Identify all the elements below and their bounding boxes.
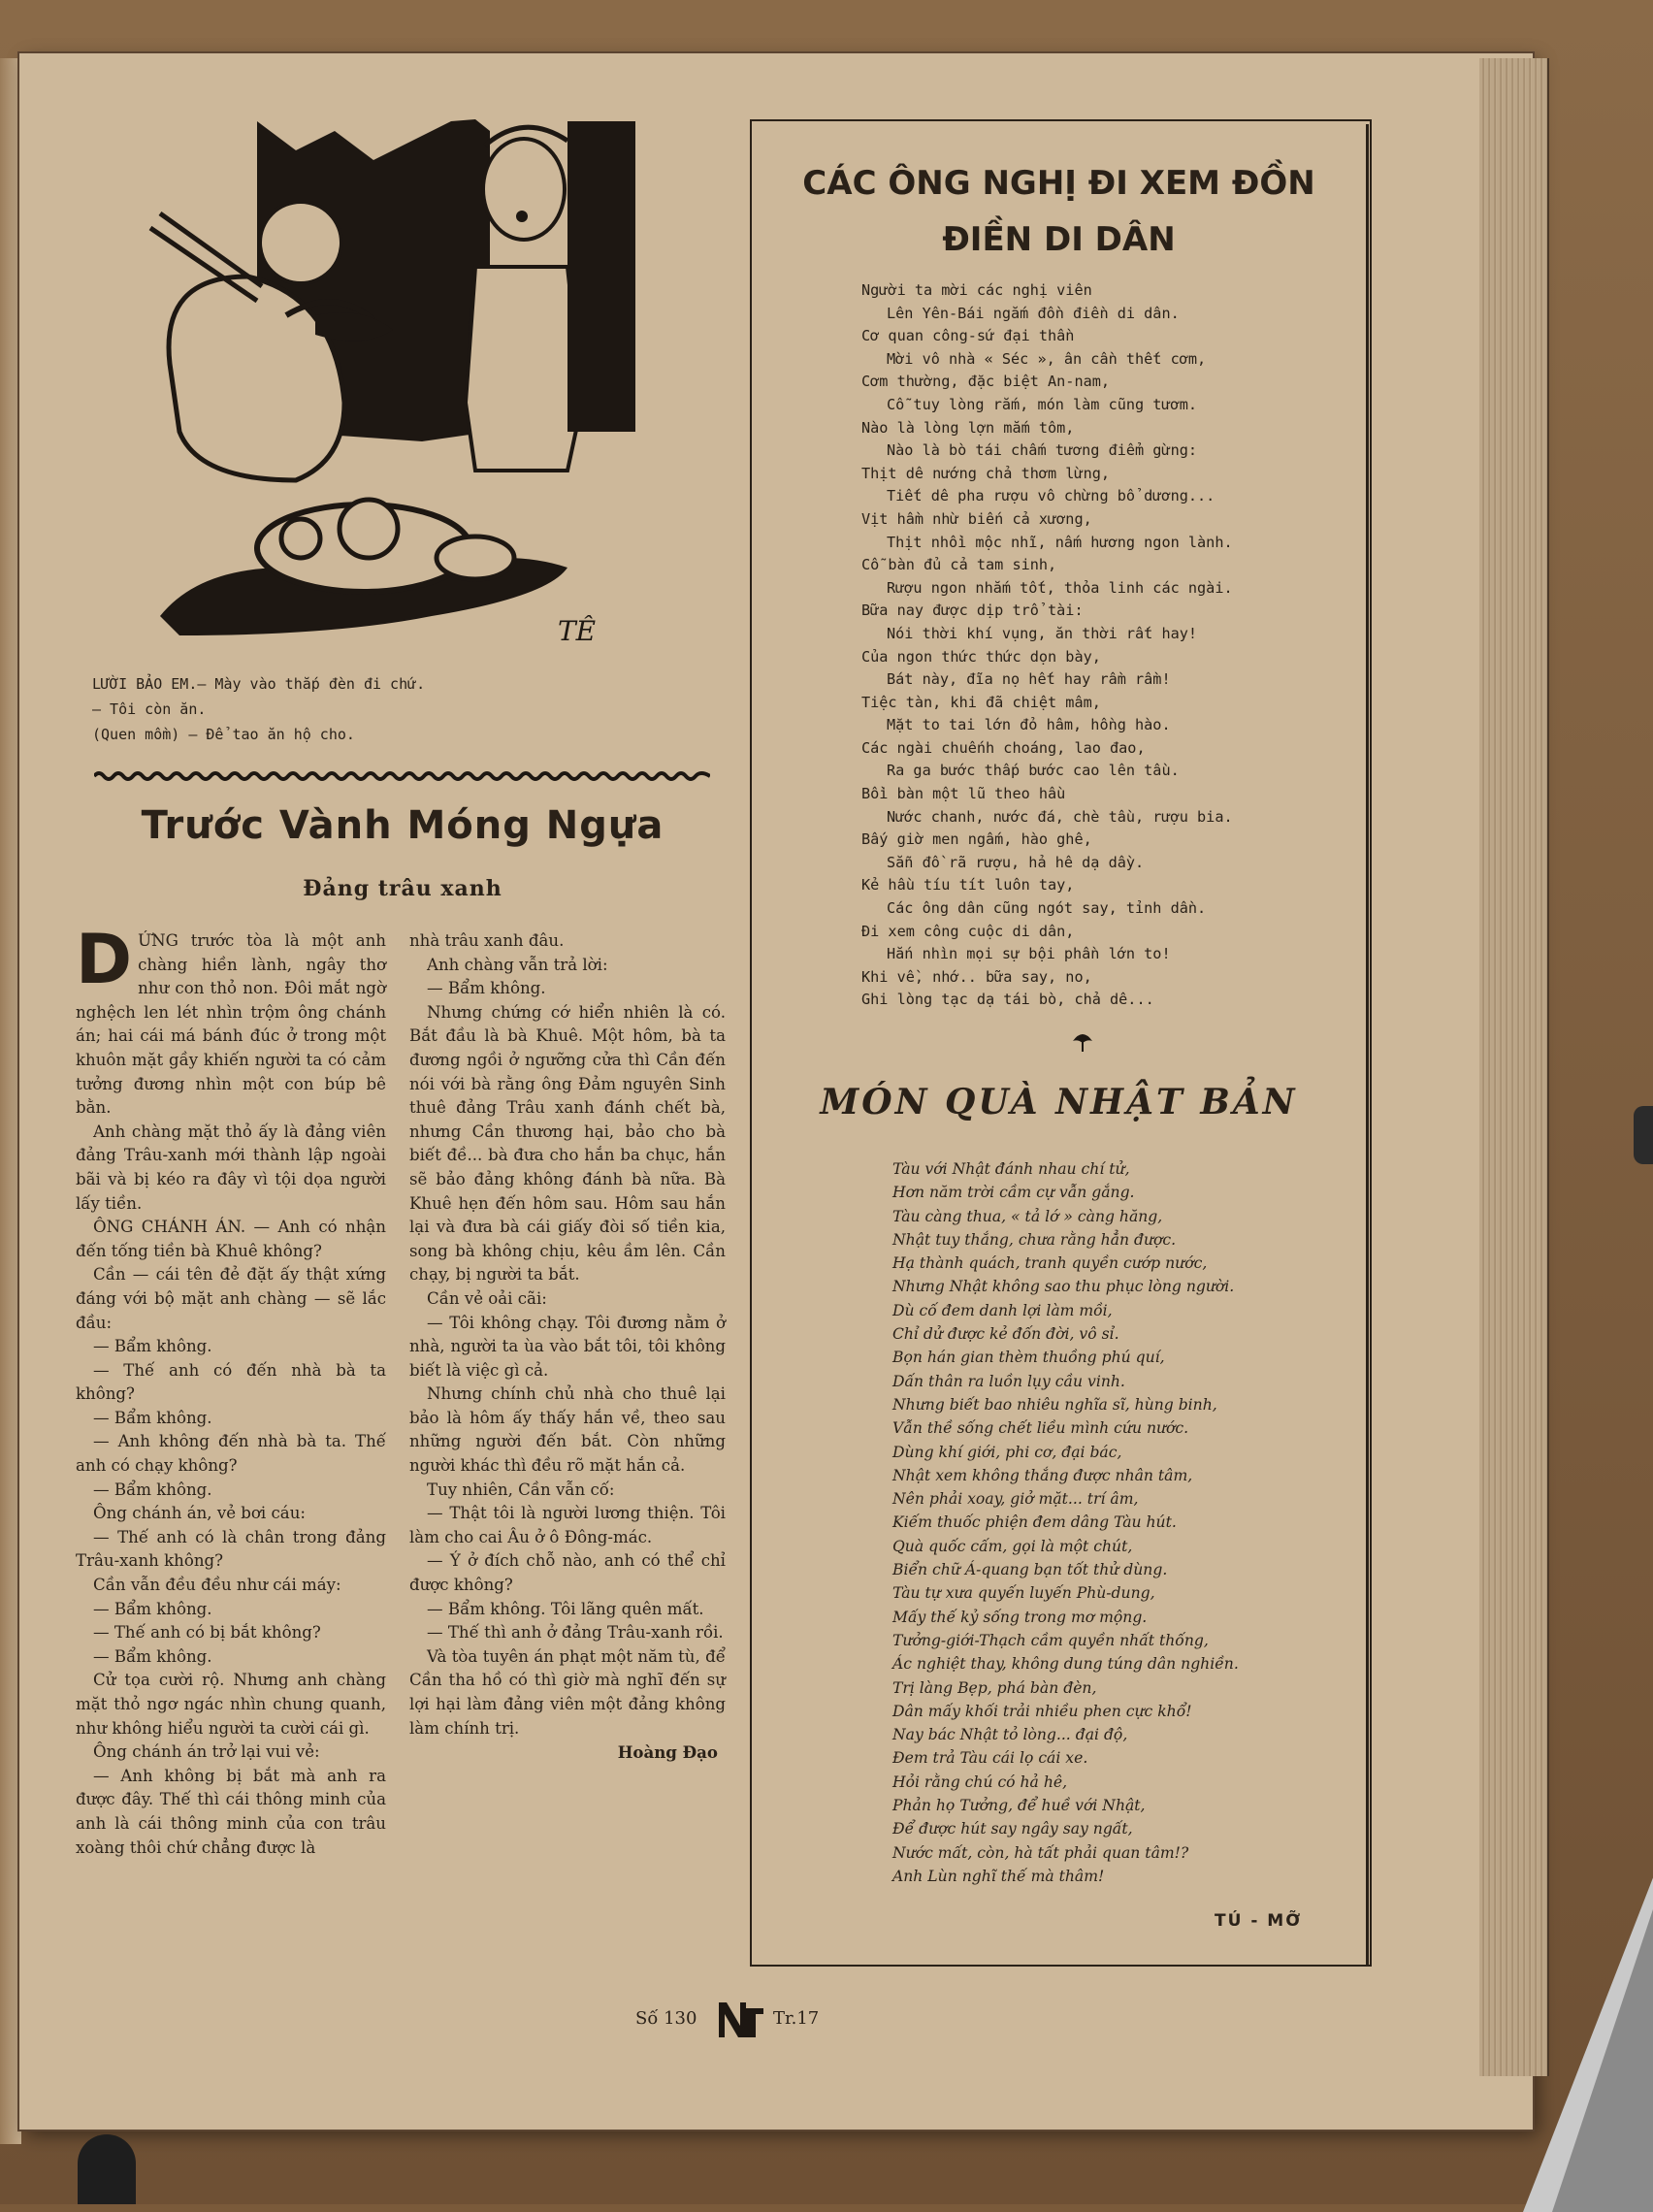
poem2-line: Nhưng biết bao nhiêu nghĩa sĩ, hùng binh, bbox=[892, 1395, 1217, 1414]
poem2-line: Bọn hán gian thèm thuồng phú quí, bbox=[892, 1349, 1165, 1367]
paragraph: Anh chàng vẫn trả lời: bbox=[427, 955, 608, 974]
paragraph: Cử tọa cười rộ. Nhưng anh chàng mặt thỏ ngơ ngác nhìn chung quanh, như không hiểu người ta cười cái gì. bbox=[76, 1671, 386, 1738]
paragraph: ỨNG trước tòa là một anh chàng hiền lành, ngây thơ như con thỏ non. Đôi mắt ngờ nghệch len lét nhìn trộm ông chánh án; hai cái má bánh đúc ở trong một khuôn mặt gầy khiến người ta có cảm tưởng đương nhìn một con búp bê bằn. bbox=[76, 931, 386, 1118]
cartoon-caption bbox=[92, 671, 723, 747]
paragraph: Ông chánh án, vẻ bơi cáu: bbox=[93, 1504, 306, 1523]
poem2-line: Kiếm thuốc phiện đem dâng Tàu hút. bbox=[892, 1513, 1177, 1532]
paragraph: — Bẩm không. bbox=[93, 1480, 212, 1499]
page-stack-edge bbox=[1479, 58, 1549, 2076]
poem1-line: Thịt dê nướng chả thơm lừng, bbox=[861, 464, 1111, 482]
poem-box-shadow-rule bbox=[1366, 124, 1369, 1966]
poem1-line: Của ngon thức thức dọn bày, bbox=[861, 647, 1101, 666]
caption-line: — Tôi còn ăn. bbox=[92, 700, 207, 718]
poem2-line: Trị làng Bẹp, phá bàn đèn, bbox=[892, 1678, 1097, 1697]
poem2-line: Hỏi rằng chú có hả hê, bbox=[892, 1773, 1068, 1791]
poem2-line: Dấn thân ra luồn lụy cầu vinh. bbox=[892, 1372, 1125, 1390]
poem1-line: Khi về, nhớ.. bữa say, no, bbox=[861, 967, 1092, 986]
poem1-title-line: CÁC ÔNG NGHỊ ĐI XEM ĐỒN bbox=[802, 164, 1315, 203]
poem1-line: Bữa nay được dịp trổ tài: bbox=[861, 602, 1084, 620]
paragraph: — Bẩm không. bbox=[93, 1646, 212, 1666]
poem2-line: Nước mất, còn, hà tất phải quan tâm!? bbox=[892, 1843, 1189, 1862]
poem1-line: Tiết dê pha rượu vô chừng bổ dương... bbox=[887, 487, 1215, 505]
paragraph: — Thật tôi là người lương thiện. Tôi làm cho cai Âu ở ô Đông-mác. bbox=[409, 1504, 726, 1546]
paragraph: — Thế anh có là chân trong đảng Trâu-xanh không? bbox=[76, 1527, 386, 1571]
paragraph: — Bẩm không. bbox=[427, 979, 546, 998]
poem2-line: Tàu càng thua, « tả lớ » càng hăng, bbox=[892, 1207, 1163, 1225]
poem1-line: Ra ga bước thấp bước cao lên tầu. bbox=[887, 762, 1180, 780]
poem2-line: Nên phải xoay, giở mặt... trí âm, bbox=[892, 1490, 1139, 1509]
poem2-line: Dù cố đem danh lợi làm mồi, bbox=[892, 1301, 1113, 1319]
paragraph: Tuy nhiên, Cần vẫn cố: bbox=[427, 1480, 615, 1499]
poem2-line: Dân mấy khối trải nhiều phen cực khổ! bbox=[892, 1702, 1192, 1720]
paragraph: — Thế anh có đến nhà bà ta không? bbox=[76, 1360, 386, 1404]
poem1-line: Lên Yên-Bái ngắm đồn điền di dân. bbox=[887, 304, 1180, 322]
masthead-logo-icon bbox=[715, 1999, 767, 2041]
poem2-line: Hạ thành quách, tranh quyền cướp nước, bbox=[892, 1254, 1208, 1273]
poem2-line: Nhật tuy thắng, chưa rằng hẳn được. bbox=[892, 1230, 1177, 1249]
paragraph: — Bẩm không. Tôi lãng quên mất. bbox=[427, 1599, 704, 1618]
paragraph: — Tôi không chạy. Tôi đương nằm ở nhà, người ta ùa vào bắt tôi, tôi không biết là việc gì cả. bbox=[409, 1313, 726, 1380]
poem1-line: Mời vô nhà « Séc », ân cần thết cơm, bbox=[887, 349, 1207, 368]
paragraph: — Ý ở đích chỗ nào, anh có thể chỉ được không? bbox=[409, 1551, 726, 1595]
paragraph: — Thế anh có bị bắt không? bbox=[93, 1623, 321, 1643]
poem1-line: Người ta mời các nghị viên bbox=[861, 281, 1092, 299]
poem1-title-line: ĐIỀN DI DÂN bbox=[942, 220, 1176, 259]
poem2-line: Để được hút say ngây say ngất, bbox=[892, 1820, 1133, 1838]
paragraph: Cần vẻ oải cãi: bbox=[427, 1288, 547, 1308]
poem1-line: Rượu ngon nhắm tốt, thỏa linh các ngài. bbox=[887, 578, 1233, 597]
poem1-line: Cỗ bàn đủ cả tam sinh, bbox=[861, 556, 1057, 574]
caption-line: LƯỜI BẢO EM.— Mày vào thắp đèn đi chứ. bbox=[92, 675, 426, 693]
poem1-line: Kẻ hầu tíu tít luôn tay, bbox=[861, 876, 1075, 895]
poem2-line: Nhật xem không thắng được nhân tâm, bbox=[892, 1466, 1193, 1484]
poem1-line: Nào là bò tái chấm tương điểm gừng: bbox=[887, 441, 1198, 460]
poem2-line: Quà quốc cấm, gọi là một chút, bbox=[892, 1537, 1133, 1555]
paragraph: — Bẩm không. bbox=[93, 1599, 212, 1618]
caption-line: (Quen mồm) — Để tao ăn hộ cho. bbox=[92, 726, 355, 743]
paragraph: — Bẩm không. bbox=[93, 1408, 212, 1427]
paragraph: — Anh không đến nhà bà ta. Thế anh có chạy không? bbox=[76, 1432, 386, 1476]
poem1-line: Hắn nhìn mọi sự bội phần lớn to! bbox=[887, 945, 1171, 963]
binder-tab bbox=[1634, 1106, 1653, 1164]
poem1-line: Bấy giờ men ngấm, hào ghê, bbox=[861, 830, 1092, 849]
story-column-left bbox=[76, 920, 386, 1860]
poem2-line: Tàu với Nhật đánh nhau chí tử, bbox=[892, 1160, 1130, 1178]
poem1-line: Mặt to tai lớn đỏ hâm, hồng hào. bbox=[887, 716, 1171, 734]
poem2-line: Tàu tự xưa quyến luyến Phù-dung, bbox=[892, 1584, 1155, 1603]
poem2-line: Ác nghiệt thay, không dung túng dân nghiền. bbox=[892, 1655, 1239, 1674]
story-title: Trước Vành Móng Ngựa bbox=[141, 803, 664, 848]
paragraph: — Bẩm không. bbox=[93, 1337, 212, 1356]
poem2-line: Dùng khí giới, phi cơ, đại bác, bbox=[892, 1443, 1122, 1461]
poem2-line: Hơn năm trời cầm cự vẫn gắng. bbox=[892, 1184, 1135, 1202]
paragraph: Ông chánh án trở lại vui vẻ: bbox=[93, 1742, 320, 1762]
poem1-line: Nói thời khí vụng, ăn thời rất hay! bbox=[887, 624, 1198, 642]
paragraph: Anh chàng mặt thỏ ấy là đảng viên đảng Trâu-xanh mới thành lập ngoài bãi và bị kéo ra đây vì tội dọa người lấy tiền. bbox=[76, 1122, 386, 1213]
poem2-line: Tưởng-giới-Thạch cầm quyền nhất thống, bbox=[892, 1631, 1209, 1649]
poem1-line: Ghi lòng tạc dạ tái bò, chả dê... bbox=[861, 991, 1154, 1009]
poem2-author: TÚ - MỠ bbox=[1215, 1911, 1303, 1931]
issue-number: Số 130 bbox=[635, 2008, 697, 2029]
paragraph: Cần — cái tên đẻ đặt ấy thật xứng đáng với bộ mặt anh chàng — sẽ lắc đầu: bbox=[76, 1265, 386, 1332]
paragraph: Và tòa tuyên án phạt một năm tù, để Cần tha hồ có thì giờ mà nghĩ đến sự lợi hại làm đảng viên một đảng không làm chính trị. bbox=[409, 1646, 726, 1738]
paragraph: — Anh không bị bắt mà anh ra được đây. Thế thì cái thông minh của anh là cái thông minh của con trâu xoàng thôi chứ chẳng được là bbox=[76, 1766, 386, 1857]
poem2-line: Chỉ dử được kẻ đốn đời, vô sỉ. bbox=[892, 1325, 1119, 1344]
poem1-line: Thịt nhồi mộc nhĩ, nấm hương ngon lành. bbox=[887, 533, 1233, 551]
previous-page-edge bbox=[0, 58, 21, 2144]
poem2-line: Vẫn thề sống chết liều mình cứu nước. bbox=[892, 1419, 1189, 1438]
poem1-line: Cỗ tuy lòng rắm, món làm cũng tươm. bbox=[887, 395, 1198, 413]
paragraph: nhà trâu xanh đâu. bbox=[409, 931, 565, 950]
poem2-line: Biển chữ Á-quang bạn tốt thử dùng. bbox=[892, 1561, 1168, 1579]
page-number: Tr.17 bbox=[773, 2008, 820, 2029]
poem2-body bbox=[892, 1157, 1339, 1888]
lamp-arm bbox=[1484, 1863, 1653, 2212]
poem1-line: Nào là lòng lợn mắm tôm, bbox=[861, 418, 1075, 437]
page-footer bbox=[635, 1999, 888, 2041]
poem1-line: Cơm thường, đặc biệt An-nam, bbox=[861, 373, 1111, 391]
poem2-line: Nhưng Nhật không sao thu phục lòng người. bbox=[892, 1278, 1235, 1296]
poem1-line: Nước chanh, nước đá, chè tầu, rượu bia. bbox=[887, 807, 1233, 826]
poem2-line: Đem trả Tàu cái lọ cái xe. bbox=[892, 1749, 1088, 1768]
wavy-divider bbox=[94, 769, 710, 783]
poem1-line: Đi xem công cuộc di dân, bbox=[861, 922, 1075, 940]
paragraph: — Thế thì anh ở đảng Trâu-xanh rồi. bbox=[427, 1623, 724, 1643]
paragraph: ÔNG CHÁNH ÁN. — Anh có nhận đến tống tiền bà Khuê không? bbox=[76, 1218, 386, 1260]
poem1-line: Tiệc tàn, khi đã chiệt mâm, bbox=[861, 693, 1101, 711]
poem2-line: Mấy thế kỷ sống trong mơ mộng. bbox=[892, 1608, 1148, 1626]
paragraph: Nhưng chính chủ nhà cho thuê lại bảo là hôm ấy thấy hắn về, theo sau những người đến bắt. Còn những người khác thì đều rõ mặt hắn cả. bbox=[409, 1384, 726, 1476]
poem2-line: Nay bác Nhật tỏ lòng... đại độ, bbox=[892, 1726, 1128, 1744]
poem1-body bbox=[861, 279, 1346, 1012]
story-signature: Hoàng Đạo bbox=[617, 1742, 718, 1763]
poem1-line: Sẵn đồ rã rượu, hả hê dạ dầy. bbox=[887, 853, 1145, 871]
cartoon-signature: TÊ bbox=[558, 615, 597, 647]
ornament-icon bbox=[1071, 1031, 1094, 1053]
cartoon-illustration bbox=[141, 112, 640, 650]
poem1-title bbox=[750, 155, 1368, 268]
poem1-line: Các ngài chuếnh choáng, lao đao, bbox=[861, 738, 1146, 757]
poem2-title: MÓN QUÀ NHẬT BẢN bbox=[820, 1082, 1298, 1122]
drop-cap: D bbox=[76, 920, 133, 999]
poem1-line: Cơ quan công-sứ đại thần bbox=[861, 327, 1075, 345]
story-column-right bbox=[409, 929, 726, 1765]
poem1-line: Vịt hầm nhừ biến cả xương, bbox=[861, 509, 1092, 528]
binder-clip bbox=[78, 2134, 136, 2204]
poem2-line: Anh Lùn nghĩ thế mà thâm! bbox=[892, 1867, 1105, 1885]
story-author: Đảng trâu xanh bbox=[303, 876, 502, 901]
poem1-line: Bát này, đĩa nọ hết hay rầm rầm! bbox=[887, 670, 1171, 689]
paragraph: Nhưng chứng cớ hiển nhiên là có. Bắt đầu là bà Khuê. Một hôm, bà ta đương ngồi ở ngưỡng cửa thì Cần đến nói với bà rằng ông Đảm nguyên Sinh thuê đảng Trâu xanh đánh chết bà, nhưng Cần thương hại, bảo cho bà biết đề... bà đưa cho hắn ba chục, hắn sẽ bảo đảng không đánh bà nữa. Bà Khuê hẹn đến hôm sau. Hôm sau hắn lại và đưa bà cái giấy đòi số tiền kia, song bà không chịu, kêu ầm lên. Cần chạy, bị người ta bắt. bbox=[409, 1002, 726, 1285]
poem2-line: Phản họ Tưởng, để huề với Nhật, bbox=[892, 1797, 1146, 1815]
poem1-line: Bồi bàn một lũ theo hầu bbox=[861, 785, 1066, 803]
poem1-line: Các ông dân cũng ngót say, tỉnh dần. bbox=[887, 899, 1207, 918]
paragraph: Cần vẫn đều đều như cái máy: bbox=[93, 1576, 341, 1595]
